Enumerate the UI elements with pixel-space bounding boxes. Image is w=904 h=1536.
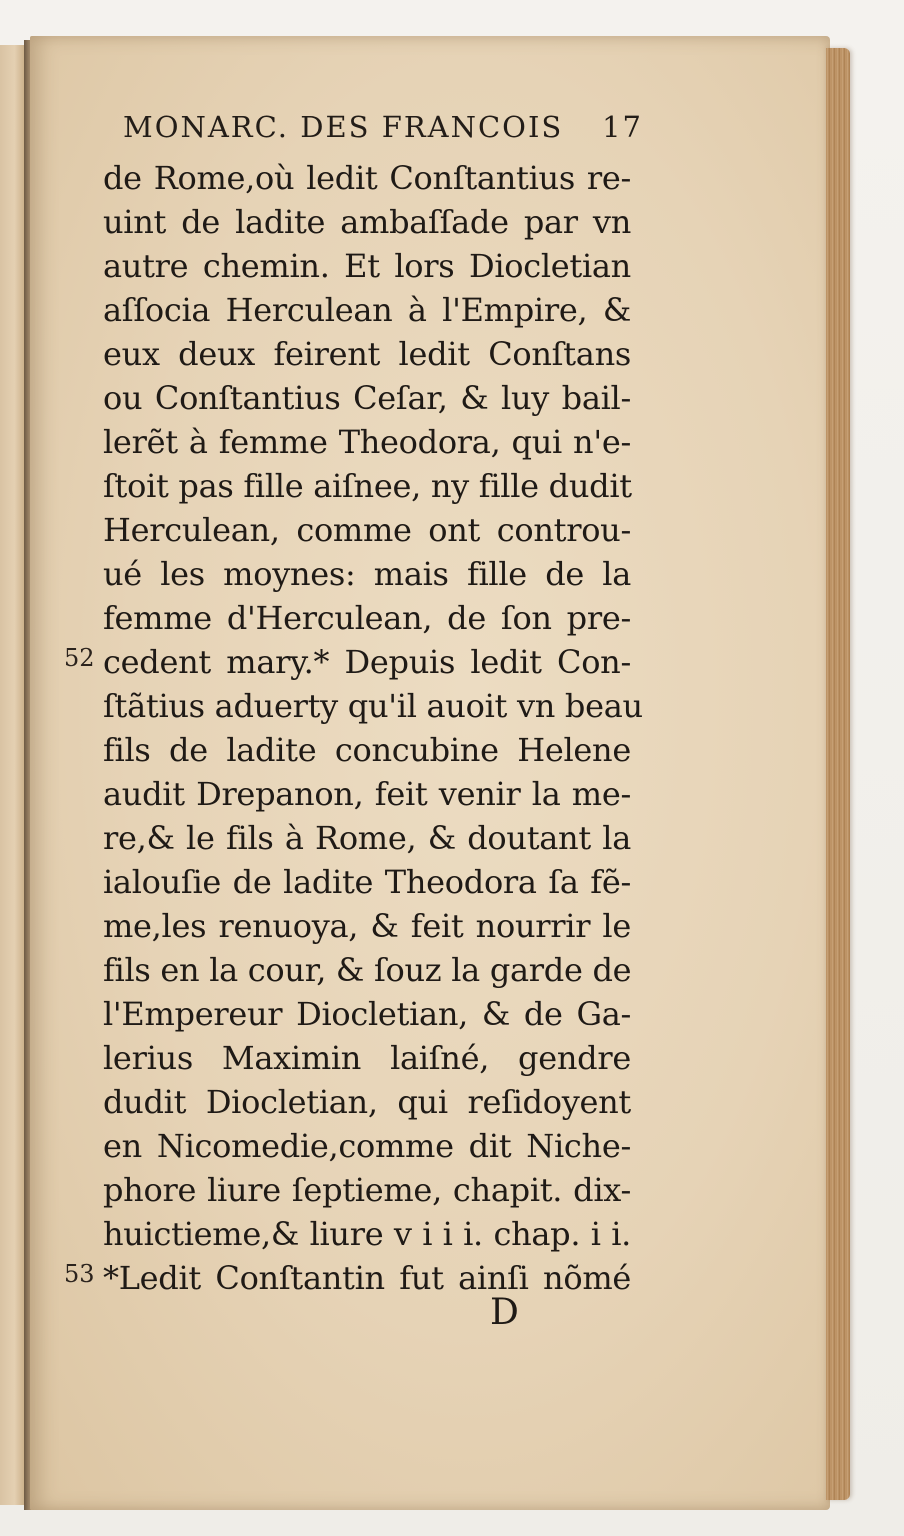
marginal-note-53: 53 xyxy=(64,1260,95,1288)
text-line: uint de ladite ambaſſade par vn xyxy=(103,203,631,241)
text-line: femme d'Herculean, de ſon pre- xyxy=(103,599,631,637)
text-line: l'Empereur Diocletian, & de Ga- xyxy=(103,995,631,1033)
text-line: lerius Maximin laiſné, gendre xyxy=(103,1039,631,1077)
signature-mark: D xyxy=(490,1292,519,1333)
running-head-title: MONARC. DES FRANCOIS xyxy=(123,110,564,144)
text-line: phore liure ſeptieme, chapit. dix- xyxy=(103,1171,631,1209)
text-line: en Nicomedie,comme dit Niche- xyxy=(103,1127,631,1165)
text-line: re,& le fils à Rome, & doutant la xyxy=(103,819,631,857)
running-head xyxy=(123,110,643,156)
marginal-note-52: 52 xyxy=(64,644,95,672)
text-line: *Ledit Conſtantin fut ainſi nõmé xyxy=(103,1259,631,1297)
text-line: aſſocia Herculean à l'Empire, & xyxy=(103,291,631,329)
text-line: Herculean, comme ont controu- xyxy=(103,511,631,549)
page-number: 17 xyxy=(602,110,643,144)
text-line: fils en la cour, & ſouz la garde de xyxy=(103,951,632,989)
text-line: autre chemin. Et lors Diocletian xyxy=(103,247,631,285)
facing-page-edge xyxy=(0,45,26,1505)
text-line: ſtoit pas fille aiſnee, ny fille dudit xyxy=(103,467,632,505)
text-line: huictieme,& liure v i i i. chap. i i. xyxy=(103,1215,631,1253)
text-line: ué les moynes: mais fille de la xyxy=(103,555,631,593)
text-line: eux deux feirent ledit Conſtans xyxy=(103,335,631,373)
text-line: audit Drepanon, feit venir la me- xyxy=(103,775,631,813)
text-line: me,les renuoya, & feit nourrir le xyxy=(103,907,631,945)
text-line: de Rome,où ledit Conſtantius re- xyxy=(103,159,631,197)
text-line: dudit Diocletian, qui reſidoyent xyxy=(103,1083,631,1121)
text-line: cedent mary.* Depuis ledit Con- xyxy=(103,643,631,681)
text-line: lerẽt à femme Theodora, qui n'e- xyxy=(103,423,631,461)
page-edges xyxy=(826,48,850,1500)
text-line: fils de ladite concubine Helene xyxy=(103,731,631,769)
text-line: ſtãtius aduerty qu'il auoit vn beau xyxy=(103,687,643,725)
text-line: ialouſie de ladite Theodora ſa fẽ- xyxy=(103,863,631,901)
text-line: ou Conſtantius Ceſar, & luy bail- xyxy=(103,379,631,417)
